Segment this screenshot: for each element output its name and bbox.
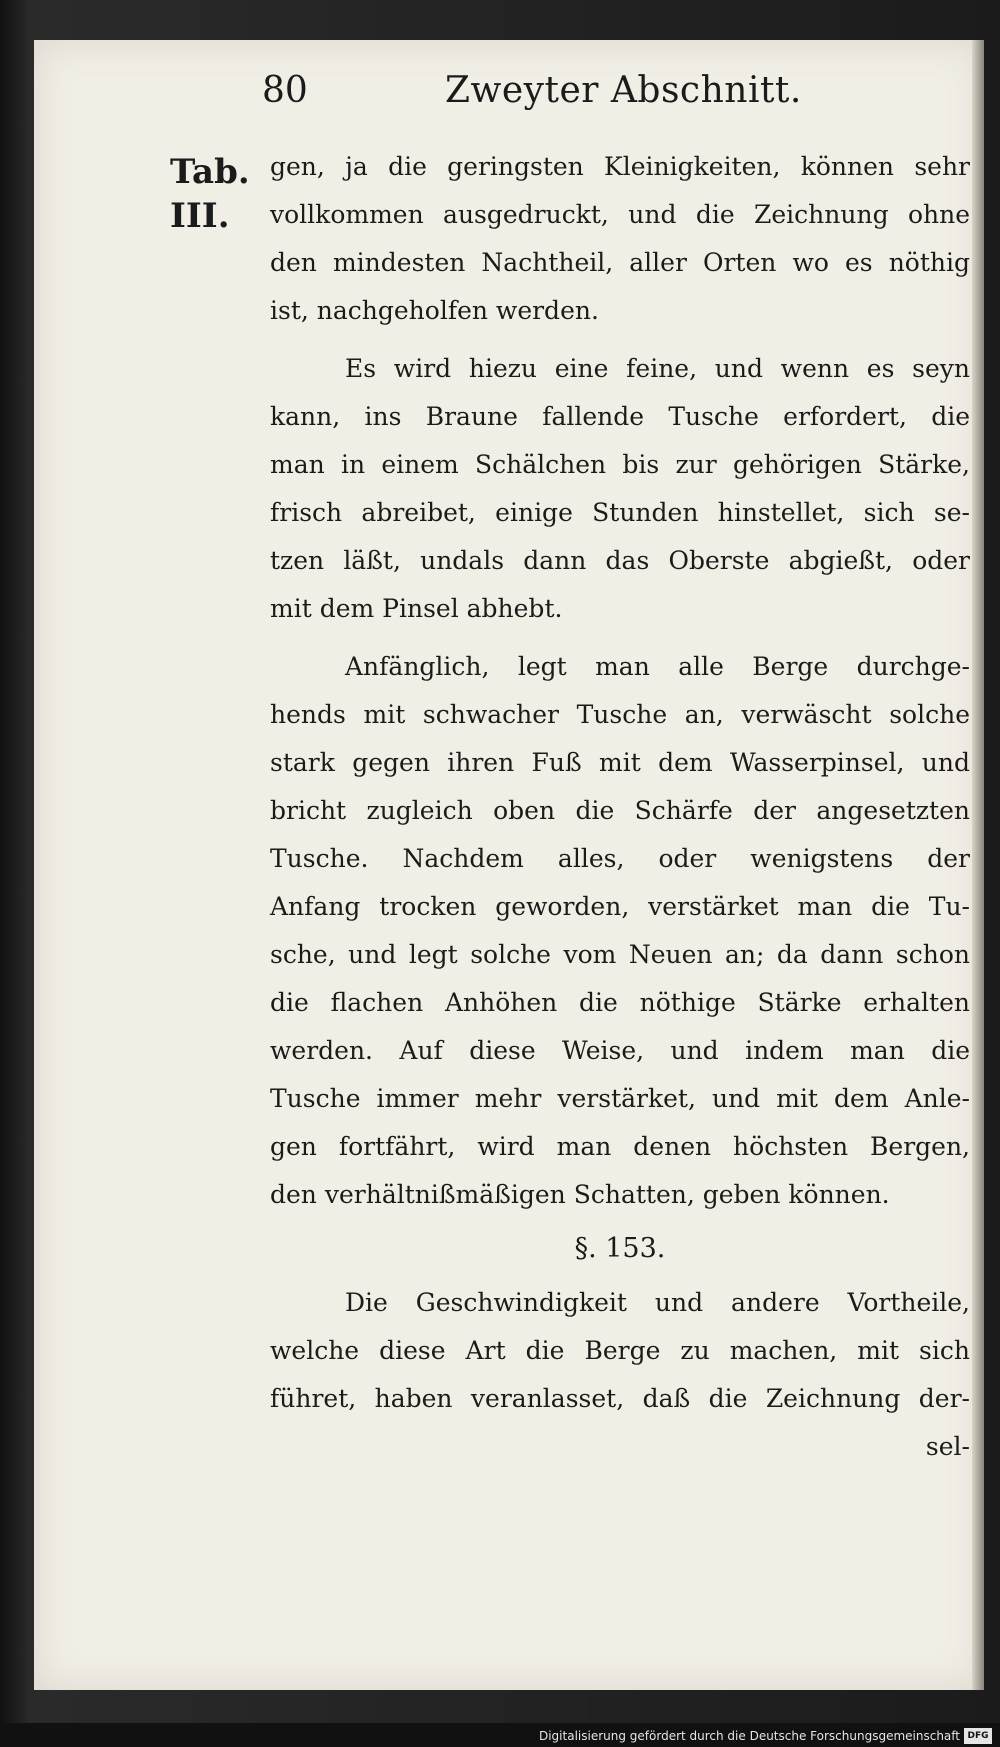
text-line: Anfang trocken geworden, verstärket man die Tu- [270,892,970,921]
text-line: Es wird hiezu eine feine, und wenn es seyn [345,354,970,383]
text-line: mit dem Pinsel abhebt. [270,594,563,623]
text-line: den mindesten Nachtheil, aller Orten wo es nöthig [270,248,970,277]
text-line: man in einem Schälchen bis zur gehörigen Stärke, [270,450,970,479]
body-text [270,143,970,1471]
section-heading: §. 153. [574,1233,666,1264]
text-line: die flachen Anhöhen die nöthige Stärke erhalten [270,988,970,1017]
text-line: den verhältnißmäßigen Schatten, geben können. [270,1180,890,1209]
margin-note-line: III. [170,196,230,236]
text-line: stark gegen ihren Fuß mit dem Wasserpinsel, und [270,748,970,777]
text-line: Die Geschwindigkeit und andere Vortheile, [345,1288,970,1317]
text-line: frisch abreibet, einige Stunden hinstellet, sich se- [270,498,970,527]
text-line: führet, haben veranlasset, daß die Zeichnung der- [270,1384,970,1413]
running-title: Zweyter Abschnitt. [445,70,802,111]
text-line: tzen läßt, undals dann das Oberste abgießt, oder [270,546,970,575]
margin-note-line: Tab. [170,152,250,192]
catchword: sel- [925,1432,970,1461]
text-line: hends mit schwacher Tusche an, verwäscht solche [270,700,970,729]
text-line: bricht zugleich oben die Schärfe der angesetzten [270,796,970,825]
text-line: werden. Auf diese Weise, und indem man die [270,1036,970,1065]
text-line: welche diese Art die Berge zu machen, mit sich [270,1336,970,1365]
footer-bar [0,1723,1000,1747]
text-line: ist, nachgeholfen werden. [270,296,599,325]
text-line: gen fortfährt, wird man denen höchsten Bergen, [270,1132,970,1161]
dfg-logo-icon: DFG [964,1728,992,1744]
text-line: Anfänglich, legt man alle Berge durchge- [345,652,970,681]
text-line: sche, und legt solche vom Neuen an; da dann schon [270,940,970,969]
text-line: gen, ja die geringsten Kleinigkeiten, können sehr [270,152,970,181]
text-line: Tusche. Nachdem alles, oder wenigstens der [270,844,970,873]
text-line: kann, ins Braune fallende Tusche erfordert, die [270,402,970,431]
margin-note [170,150,270,238]
page-number: 80 [262,70,308,111]
footer-credit: Digitalisierung gefördert durch die Deutsche Forschungsgemeinschaft [538,1729,960,1743]
page-header [0,70,1000,120]
text-line: Tusche immer mehr verstärket, und mit dem Anle- [270,1084,970,1113]
page-edge [972,40,984,1690]
text-line: vollkommen ausgedruckt, und die Zeichnung ohne [270,200,970,229]
